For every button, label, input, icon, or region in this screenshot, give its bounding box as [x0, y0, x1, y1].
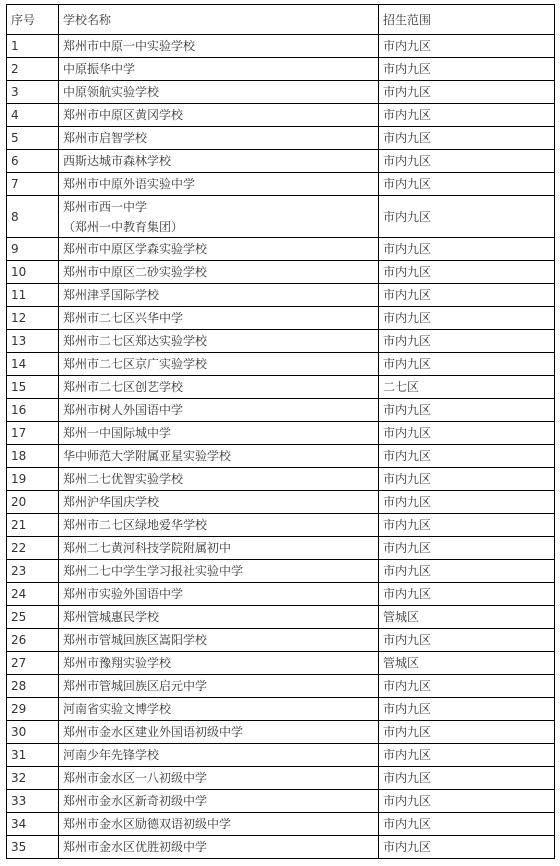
school-group-note: （郑州一中教育集团） — [63, 219, 184, 234]
row-index: 27 — [7, 652, 59, 675]
row-index: 11 — [7, 284, 59, 307]
school-name: 郑州市豫翔实验学校 — [59, 652, 379, 675]
table-row — [7, 127, 555, 150]
row-index: 10 — [7, 261, 59, 284]
table-row — [7, 376, 555, 399]
table-row — [7, 583, 555, 606]
enrollment-range: 市内九区 — [379, 468, 555, 491]
enrollment-range: 市内九区 — [379, 238, 555, 261]
school-name: 郑州一中国际城中学 — [59, 422, 379, 445]
enrollment-range: 市内九区 — [379, 514, 555, 537]
school-name: 郑州市树人外国语中学 — [59, 399, 379, 422]
school-name: 中原领航实验学校 — [59, 81, 379, 104]
school-name: 郑州市金水区建业外国语初级中学 — [59, 721, 379, 744]
enrollment-range: 市内九区 — [379, 104, 555, 127]
table-row — [7, 173, 555, 196]
school-name-line: 郑州市西一中学 — [63, 199, 148, 214]
table-row — [7, 744, 555, 767]
school-name: 郑州市二七区绿地爱华学校 — [59, 514, 379, 537]
row-index: 29 — [7, 698, 59, 721]
row-index: 23 — [7, 560, 59, 583]
row-index: 18 — [7, 445, 59, 468]
table-row — [7, 491, 555, 514]
enrollment-range: 市内九区 — [379, 81, 555, 104]
table-row — [7, 81, 555, 104]
row-index: 25 — [7, 606, 59, 629]
row-index: 28 — [7, 675, 59, 698]
enrollment-range: 市内九区 — [379, 721, 555, 744]
enrollment-range: 市内九区 — [379, 790, 555, 813]
row-index: 30 — [7, 721, 59, 744]
table-row — [7, 35, 555, 58]
school-name: 郑州二七优智实验学校 — [59, 468, 379, 491]
enrollment-range: 市内九区 — [379, 399, 555, 422]
school-name: 郑州市二七区兴华中学 — [59, 307, 379, 330]
enrollment-range: 市内九区 — [379, 150, 555, 173]
school-name: 郑州管城惠民学校 — [59, 606, 379, 629]
table-row — [7, 514, 555, 537]
school-name: 郑州市中原外语实验中学 — [59, 173, 379, 196]
row-index: 6 — [7, 150, 59, 173]
enrollment-range: 市内九区 — [379, 261, 555, 284]
enrollment-range: 市内九区 — [379, 353, 555, 376]
enrollment-range: 市内九区 — [379, 35, 555, 58]
row-index: 21 — [7, 514, 59, 537]
row-index: 22 — [7, 537, 59, 560]
row-index: 5 — [7, 127, 59, 150]
school-name — [59, 196, 379, 238]
enrollment-range: 市内九区 — [379, 629, 555, 652]
table-row — [7, 284, 555, 307]
school-name: 西斯达城市森林学校 — [59, 150, 379, 173]
school-name: 郑州沪华国庆学校 — [59, 491, 379, 514]
row-index: 14 — [7, 353, 59, 376]
enrollment-range: 管城区 — [379, 652, 555, 675]
table-row — [7, 721, 555, 744]
enrollment-range: 市内九区 — [379, 330, 555, 353]
enrollment-range: 市内九区 — [379, 58, 555, 81]
table-row — [7, 399, 555, 422]
table-header-row — [7, 5, 555, 35]
enrollment-range: 市内九区 — [379, 836, 555, 859]
enrollment-range: 市内九区 — [379, 173, 555, 196]
table-row — [7, 606, 555, 629]
table-row — [7, 422, 555, 445]
table-row — [7, 675, 555, 698]
table-row — [7, 560, 555, 583]
row-index: 12 — [7, 307, 59, 330]
school-name: 郑州市二七区郑达实验学校 — [59, 330, 379, 353]
row-index: 7 — [7, 173, 59, 196]
header-school-name: 学校名称 — [59, 5, 379, 35]
enrollment-range: 市内九区 — [379, 698, 555, 721]
row-index: 15 — [7, 376, 59, 399]
enrollment-range: 市内九区 — [379, 307, 555, 330]
row-index: 32 — [7, 767, 59, 790]
enrollment-range: 市内九区 — [379, 813, 555, 836]
enrollment-range: 市内九区 — [379, 422, 555, 445]
school-name: 郑州市中原区二砂实验学校 — [59, 261, 379, 284]
table-row — [7, 261, 555, 284]
table-row — [7, 813, 555, 836]
school-name: 中原振华中学 — [59, 58, 379, 81]
enrollment-range: 市内九区 — [379, 583, 555, 606]
school-name: 郑州市中原一中实验学校 — [59, 35, 379, 58]
enrollment-range: 市内九区 — [379, 767, 555, 790]
row-index: 4 — [7, 104, 59, 127]
enrollment-range: 市内九区 — [379, 445, 555, 468]
table-row — [7, 836, 555, 859]
row-index: 9 — [7, 238, 59, 261]
school-name: 郑州市二七区创艺学校 — [59, 376, 379, 399]
row-index: 31 — [7, 744, 59, 767]
school-name: 郑州市金水区新奇初级中学 — [59, 790, 379, 813]
table-body — [7, 35, 555, 859]
school-name: 郑州市管城回族区嵩阳学校 — [59, 629, 379, 652]
header-enrollment-range: 招生范围 — [379, 5, 555, 35]
row-index: 20 — [7, 491, 59, 514]
table-row — [7, 196, 555, 238]
table-row — [7, 445, 555, 468]
school-name: 郑州市金水区优胜初级中学 — [59, 836, 379, 859]
row-index: 26 — [7, 629, 59, 652]
table-row — [7, 537, 555, 560]
row-index: 33 — [7, 790, 59, 813]
school-name: 郑州市金水区一八初级中学 — [59, 767, 379, 790]
school-name: 郑州市管城回族区启元中学 — [59, 675, 379, 698]
row-index: 17 — [7, 422, 59, 445]
table-row — [7, 468, 555, 491]
school-name: 郑州二七黄河科技学院附属初中 — [59, 537, 379, 560]
table-row — [7, 150, 555, 173]
enrollment-range: 市内九区 — [379, 744, 555, 767]
school-name: 河南少年先锋学校 — [59, 744, 379, 767]
header-index: 序号 — [7, 5, 59, 35]
school-name: 郑州二七中学生学习报社实验中学 — [59, 560, 379, 583]
enrollment-range: 市内九区 — [379, 284, 555, 307]
table-row — [7, 104, 555, 127]
enrollment-range: 市内九区 — [379, 491, 555, 514]
table-row — [7, 767, 555, 790]
row-index: 35 — [7, 836, 59, 859]
enrollment-range: 市内九区 — [379, 560, 555, 583]
school-name: 华中师范大学附属亚星实验学校 — [59, 445, 379, 468]
row-index: 24 — [7, 583, 59, 606]
school-name: 郑州市金水区励德双语初级中学 — [59, 813, 379, 836]
enrollment-range: 二七区 — [379, 376, 555, 399]
row-index: 13 — [7, 330, 59, 353]
enrollment-range: 市内九区 — [379, 127, 555, 150]
school-name: 郑州市二七区京广实验学校 — [59, 353, 379, 376]
row-index: 1 — [7, 35, 59, 58]
row-index: 3 — [7, 81, 59, 104]
table-row — [7, 629, 555, 652]
enrollment-range: 市内九区 — [379, 675, 555, 698]
school-name: 郑州市实验外国语中学 — [59, 583, 379, 606]
school-name: 郑州津孚国际学校 — [59, 284, 379, 307]
row-index: 19 — [7, 468, 59, 491]
school-name: 郑州市启智学校 — [59, 127, 379, 150]
row-index: 16 — [7, 399, 59, 422]
school-name: 郑州市中原区学森实验学校 — [59, 238, 379, 261]
table-row — [7, 698, 555, 721]
table-row — [7, 238, 555, 261]
row-index: 8 — [7, 196, 59, 238]
enrollment-range: 市内九区 — [379, 537, 555, 560]
table-row — [7, 330, 555, 353]
row-index: 2 — [7, 58, 59, 81]
table-row — [7, 353, 555, 376]
table-row — [7, 652, 555, 675]
enrollment-range: 市内九区 — [379, 196, 555, 238]
table-row — [7, 58, 555, 81]
table-row — [7, 790, 555, 813]
school-name: 郑州市中原区黄冈学校 — [59, 104, 379, 127]
school-enrollment-table — [6, 4, 555, 859]
row-index: 34 — [7, 813, 59, 836]
table-row — [7, 307, 555, 330]
enrollment-range: 管城区 — [379, 606, 555, 629]
school-name: 河南省实验文博学校 — [59, 698, 379, 721]
